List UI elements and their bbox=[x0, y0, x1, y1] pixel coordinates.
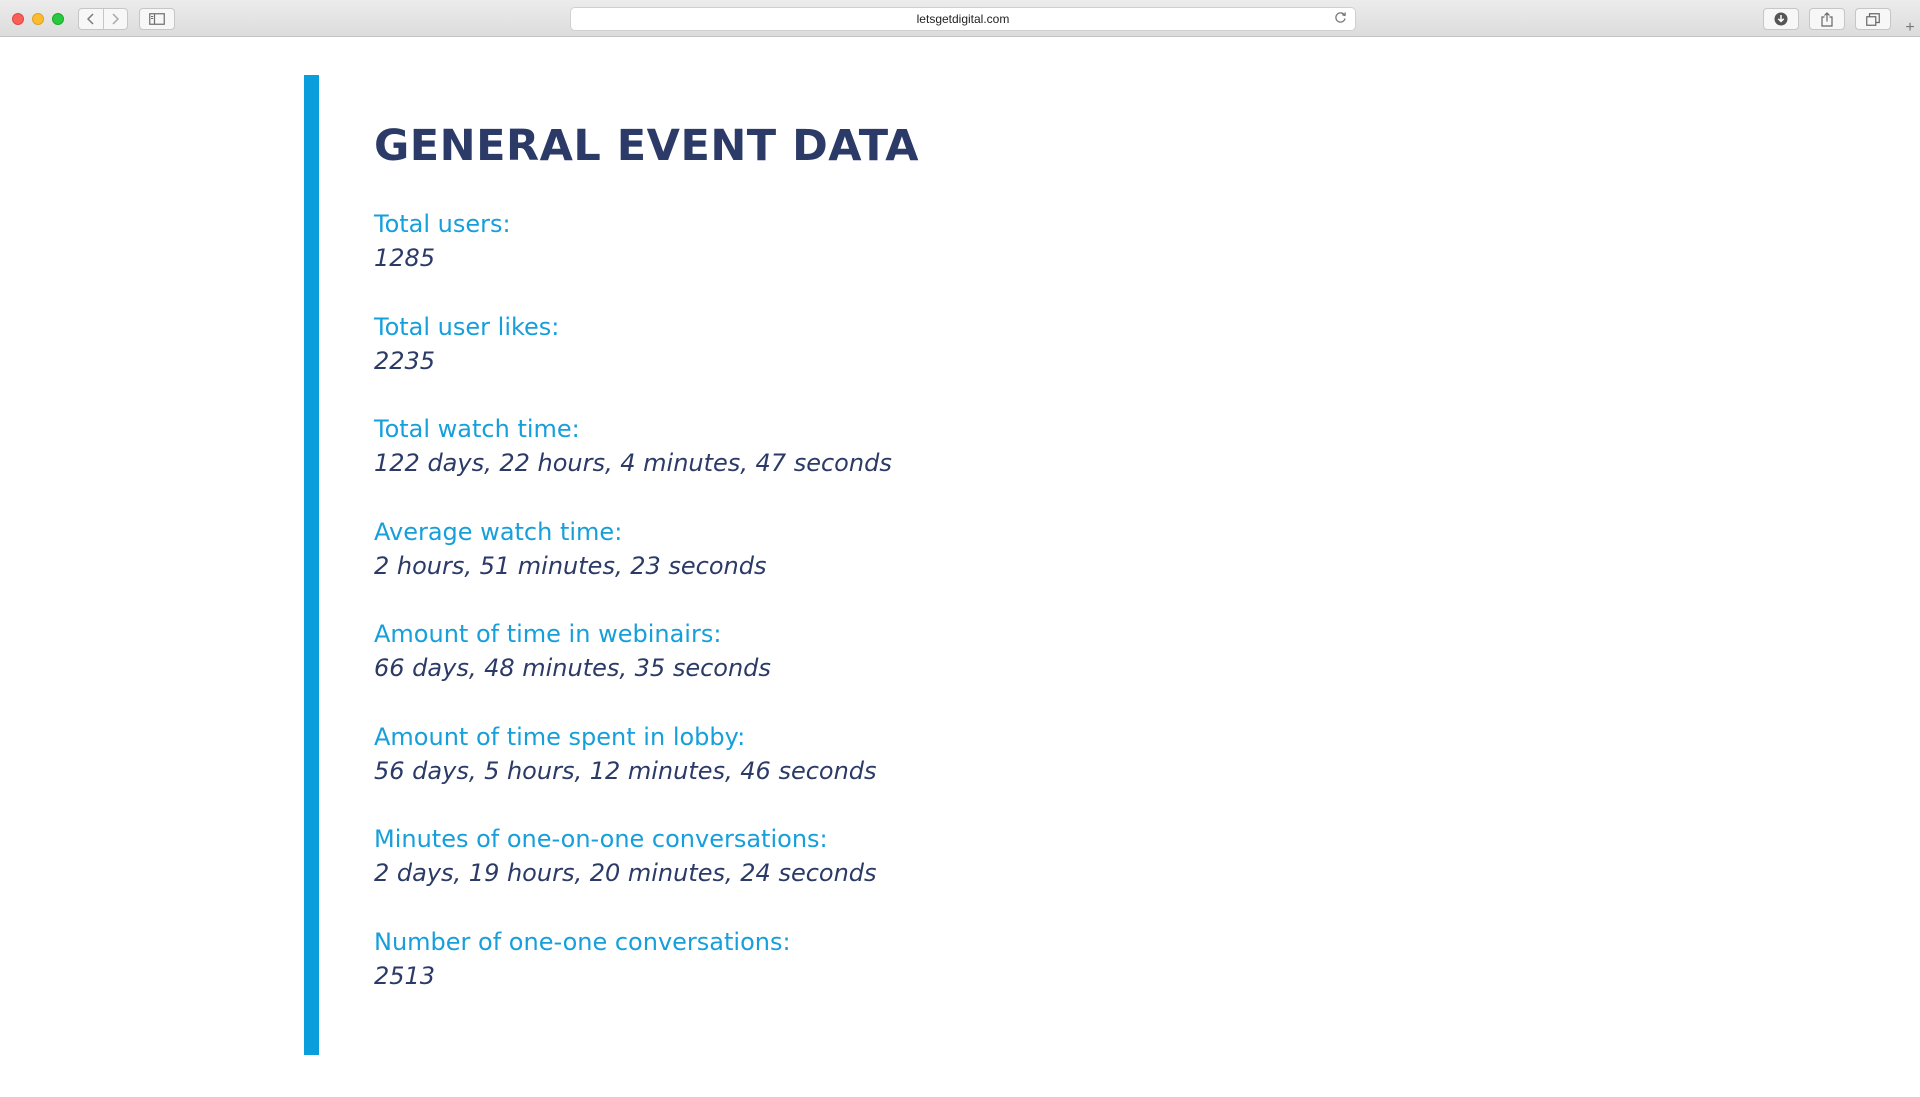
zoom-window-button[interactable] bbox=[52, 13, 64, 25]
chevron-right-icon bbox=[111, 13, 119, 25]
stat-total-users bbox=[374, 207, 892, 310]
stat-one-on-one-minutes bbox=[374, 822, 892, 925]
new-tab-button[interactable] bbox=[1900, 18, 1920, 37]
stat-one-on-one-count bbox=[374, 925, 892, 1028]
share-button[interactable] bbox=[1809, 8, 1845, 30]
reload-button[interactable] bbox=[1334, 11, 1347, 27]
stat-label: Amount of time spent in lobby: bbox=[374, 722, 746, 751]
page-content bbox=[0, 37, 1920, 1097]
stat-value: 66 days, 48 minutes, 35 seconds bbox=[374, 654, 771, 682]
chevron-left-icon bbox=[87, 13, 95, 25]
sidebar-toggle-button[interactable] bbox=[139, 8, 175, 30]
reload-icon bbox=[1334, 11, 1347, 24]
stat-value: 2 days, 19 hours, 20 minutes, 24 seconds bbox=[374, 859, 877, 887]
stat-time-in-lobby bbox=[374, 720, 892, 823]
stat-label: Number of one-one conversations: bbox=[374, 927, 791, 956]
downloads-button[interactable] bbox=[1763, 8, 1799, 30]
download-icon bbox=[1774, 12, 1788, 26]
page-title: GENERAL EVENT DATA bbox=[374, 121, 920, 171]
stat-label: Total user likes: bbox=[374, 312, 560, 341]
stat-value: 2235 bbox=[374, 346, 436, 375]
show-tabs-button[interactable] bbox=[1855, 8, 1891, 30]
stat-value: 2513 bbox=[374, 961, 436, 990]
stat-label: Total watch time: bbox=[374, 415, 580, 443]
browser-toolbar bbox=[0, 0, 1920, 37]
tabs-icon bbox=[1866, 13, 1880, 26]
stat-value: 1285 bbox=[374, 244, 436, 272]
url-text: letsgetdigital.com bbox=[916, 12, 1010, 26]
stat-label: Average watch time: bbox=[374, 517, 623, 546]
stat-value: 2 hours, 51 minutes, 23 seconds bbox=[374, 551, 767, 580]
accent-bar bbox=[304, 75, 319, 1055]
stat-label: Total users: bbox=[374, 210, 511, 238]
stat-time-in-webinars bbox=[374, 617, 892, 720]
back-button[interactable] bbox=[79, 9, 103, 29]
event-stats-list bbox=[374, 207, 892, 1027]
close-window-button[interactable] bbox=[12, 13, 24, 25]
stat-value: 56 days, 5 hours, 12 minutes, 46 seconds bbox=[374, 756, 877, 785]
stat-total-user-likes bbox=[374, 310, 892, 413]
stat-total-watch-time bbox=[374, 412, 892, 515]
stat-label: Minutes of one-on-one conversations: bbox=[374, 825, 828, 853]
share-icon bbox=[1821, 12, 1833, 27]
forward-button[interactable] bbox=[103, 9, 128, 29]
minimize-window-button[interactable] bbox=[32, 13, 44, 25]
address-bar[interactable] bbox=[570, 7, 1356, 31]
stat-value: 122 days, 22 hours, 4 minutes, 47 seconds bbox=[374, 449, 892, 477]
plus-icon: + bbox=[1905, 19, 1915, 36]
navigation-buttons bbox=[78, 8, 128, 30]
stat-average-watch-time bbox=[374, 515, 892, 618]
stat-label: Amount of time in webinairs: bbox=[374, 620, 722, 648]
sidebar-icon bbox=[149, 13, 165, 25]
